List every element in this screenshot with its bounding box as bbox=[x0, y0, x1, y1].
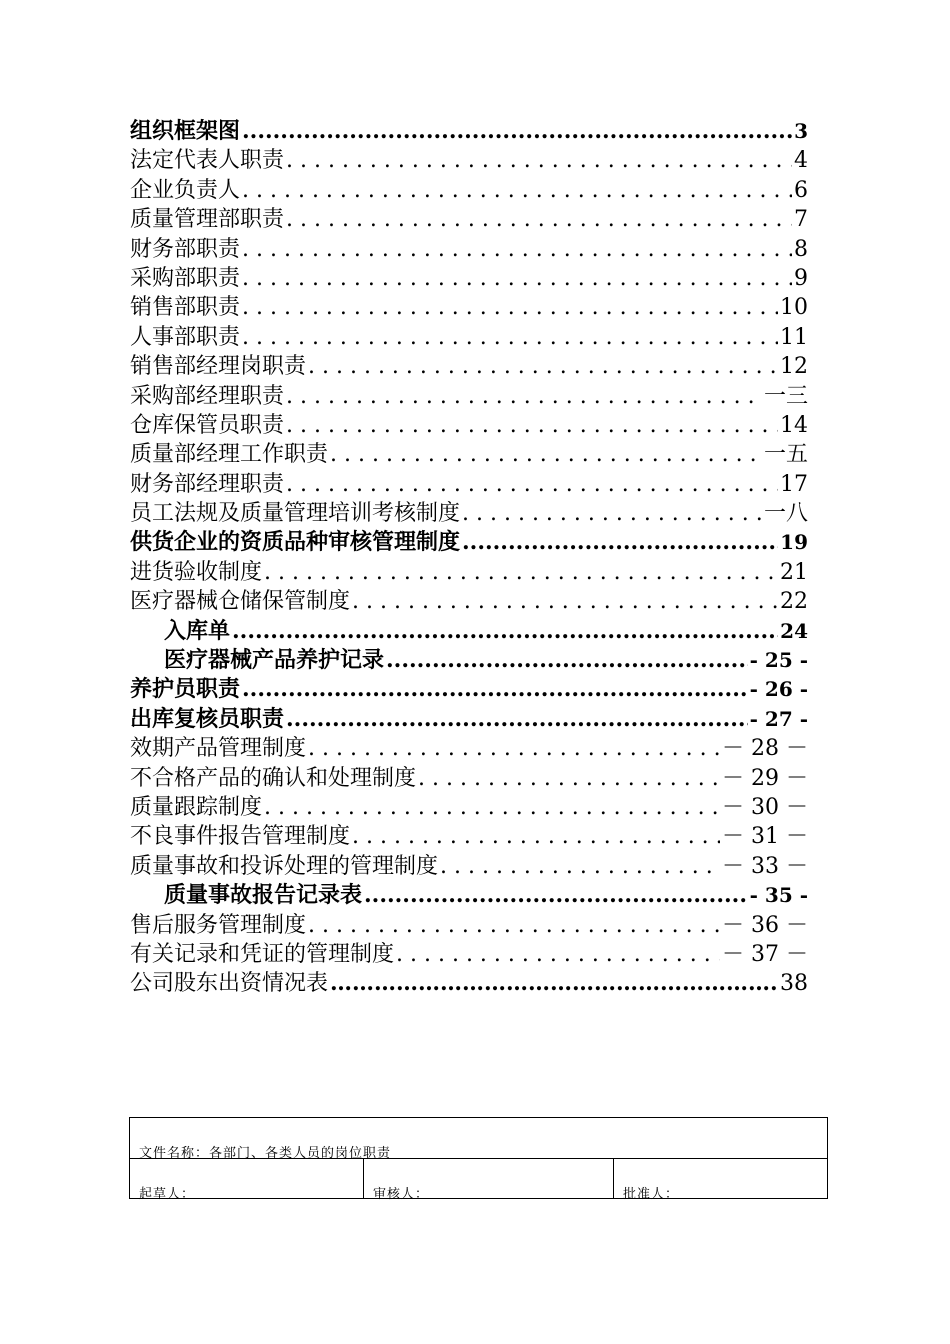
toc-entry-title: 员工法规及质量管理培训考核制度 bbox=[130, 501, 461, 527]
toc-entry-title: 不合格产品的确认和处理制度 bbox=[130, 765, 417, 791]
toc-entry-title: 医疗器械产品养护记录 bbox=[164, 647, 385, 674]
toc-entry-page-number: － 28 － bbox=[722, 736, 808, 762]
toc-dot-leader bbox=[352, 587, 778, 616]
toc-entry-page-number: 一三 bbox=[763, 383, 808, 409]
toc-entry-page-number: 一五 bbox=[763, 442, 808, 468]
toc-entry-page-number: 6 bbox=[794, 177, 808, 203]
toc-entry-page-number: - 25 - bbox=[749, 648, 808, 673]
toc-entry[interactable] bbox=[130, 675, 808, 704]
toc-entry-page-number: 17 bbox=[780, 471, 808, 497]
toc-entry-title: 组织框架图 bbox=[130, 118, 241, 144]
toc-dot-leader bbox=[242, 293, 778, 322]
toc-dot-leader bbox=[286, 411, 778, 440]
file-name-label: 文件名称：各部门、各类人员的岗位职责 bbox=[139, 1146, 392, 1161]
toc-dot-leader bbox=[386, 646, 748, 675]
toc-entry-title: 销售部经理岗职责 bbox=[130, 354, 307, 380]
toc-entry-title: 法定代表人职责 bbox=[130, 148, 285, 174]
toc-entry-title: 供货企业的资质品种审核管理制度 bbox=[130, 529, 461, 556]
toc-entry-title: 财务部职责 bbox=[130, 236, 241, 262]
toc-entry[interactable] bbox=[130, 734, 808, 763]
toc-dot-leader bbox=[242, 176, 792, 205]
toc-entry[interactable] bbox=[130, 558, 808, 587]
toc-entry[interactable] bbox=[130, 146, 808, 175]
toc-entry-title: 质量管理部职责 bbox=[130, 207, 285, 233]
toc-entry-page-number: 12 bbox=[780, 354, 808, 380]
toc-entry-title: 人事部职责 bbox=[130, 324, 241, 350]
toc-dot-leader bbox=[232, 617, 778, 646]
toc-dot-leader bbox=[308, 734, 720, 763]
toc-entry[interactable] bbox=[130, 852, 808, 881]
toc-dot-leader bbox=[330, 440, 762, 469]
toc-entry-page-number: 10 bbox=[780, 295, 808, 321]
toc-entry[interactable] bbox=[130, 764, 808, 793]
toc-dot-leader bbox=[440, 852, 720, 881]
toc-dot-leader bbox=[286, 146, 792, 175]
toc-entry-title: 医疗器械仓储保管制度 bbox=[130, 589, 351, 615]
toc-entry-title: 有关记录和凭证的管理制度 bbox=[130, 941, 395, 967]
toc-entry-title: 出库复核员职责 bbox=[130, 705, 285, 732]
toc-entry-title: 养护员职责 bbox=[130, 676, 241, 703]
toc-entry[interactable] bbox=[130, 352, 808, 381]
toc-dot-leader bbox=[286, 382, 762, 411]
toc-entry-title: 质量跟踪制度 bbox=[130, 794, 263, 820]
toc-entry-title: 企业负责人 bbox=[130, 177, 241, 203]
toc-entry[interactable] bbox=[130, 822, 808, 851]
approver-label: 批准人： bbox=[623, 1187, 680, 1202]
toc-dot-leader bbox=[396, 940, 720, 969]
toc-dot-leader bbox=[242, 235, 792, 264]
document-approval-table bbox=[129, 1117, 828, 1202]
toc-entry[interactable] bbox=[130, 646, 808, 675]
toc-dot-leader bbox=[352, 822, 720, 851]
toc-entry[interactable] bbox=[130, 382, 808, 411]
toc-entry-page-number: － 36 － bbox=[722, 912, 808, 938]
toc-dot-leader bbox=[264, 558, 778, 587]
toc-dot-leader bbox=[308, 911, 720, 940]
approver-cell bbox=[614, 1159, 828, 1202]
reviewer-cell bbox=[364, 1159, 614, 1202]
toc-dot-leader bbox=[286, 205, 792, 234]
toc-entry-title: 采购部经理职责 bbox=[130, 383, 285, 409]
toc-dot-leader bbox=[242, 117, 792, 146]
toc-entry[interactable] bbox=[130, 293, 808, 322]
toc-entry-title: 质量部经理工作职责 bbox=[130, 442, 329, 468]
toc-dot-leader bbox=[308, 352, 778, 381]
toc-entry-title: 财务部经理职责 bbox=[130, 471, 285, 497]
toc-entry-page-number: － 37 － bbox=[722, 941, 808, 967]
toc-entry-page-number: - 27 - bbox=[749, 706, 808, 731]
toc-dot-leader bbox=[242, 675, 748, 704]
toc-entry-page-number: － 29 － bbox=[722, 765, 808, 791]
toc-entry[interactable] bbox=[130, 940, 808, 969]
toc-entry-title: 售后服务管理制度 bbox=[130, 912, 307, 938]
toc-dot-leader bbox=[330, 969, 778, 998]
toc-entry-title: 质量事故报告记录表 bbox=[164, 882, 363, 909]
toc-entry[interactable] bbox=[130, 440, 808, 469]
toc-entry-page-number: 4 bbox=[794, 148, 808, 174]
toc-entry-page-number: 一八 bbox=[763, 501, 808, 527]
drafter-label: 起草人： bbox=[139, 1187, 196, 1202]
toc-entry-title: 入库单 bbox=[164, 617, 231, 644]
toc-entry[interactable] bbox=[130, 235, 808, 264]
toc-entry-title: 仓库保管员职责 bbox=[130, 412, 285, 438]
toc-dot-leader bbox=[418, 764, 720, 793]
toc-dot-leader bbox=[364, 881, 748, 910]
toc-entry[interactable] bbox=[130, 117, 808, 146]
toc-entry[interactable] bbox=[130, 617, 808, 646]
toc-entry[interactable] bbox=[130, 881, 808, 910]
toc-entry[interactable] bbox=[130, 793, 808, 822]
table-of-contents bbox=[130, 117, 808, 999]
toc-entry[interactable] bbox=[130, 323, 808, 352]
toc-entry[interactable] bbox=[130, 911, 808, 940]
toc-entry-page-number: － 30 － bbox=[722, 794, 808, 820]
toc-entry-title: 不良事件报告管理制度 bbox=[130, 824, 351, 850]
toc-entry-page-number: 14 bbox=[780, 412, 808, 438]
toc-dot-leader bbox=[242, 264, 792, 293]
toc-entry-title: 采购部职责 bbox=[130, 265, 241, 291]
toc-dot-leader bbox=[286, 470, 778, 499]
toc-dot-leader bbox=[462, 499, 762, 528]
toc-entry[interactable] bbox=[130, 528, 808, 557]
toc-entry-title: 质量事故和投诉处理的管理制度 bbox=[130, 853, 439, 879]
toc-dot-leader bbox=[264, 793, 720, 822]
drafter-cell bbox=[130, 1159, 364, 1202]
toc-entry[interactable] bbox=[130, 587, 808, 616]
toc-entry-page-number: 21 bbox=[780, 559, 808, 585]
toc-entry-page-number: 11 bbox=[780, 324, 808, 350]
toc-entry-page-number: 19 bbox=[780, 530, 808, 555]
toc-entry-title: 销售部职责 bbox=[130, 295, 241, 321]
toc-entry-title: 进货验收制度 bbox=[130, 559, 263, 585]
toc-entry[interactable] bbox=[130, 969, 808, 998]
toc-entry[interactable] bbox=[130, 176, 808, 205]
toc-entry-page-number: 3 bbox=[794, 119, 808, 143]
toc-entry-page-number: 38 bbox=[780, 971, 808, 997]
toc-entry-page-number: 24 bbox=[780, 618, 808, 643]
toc-entry[interactable] bbox=[130, 411, 808, 440]
toc-dot-leader bbox=[242, 323, 778, 352]
toc-entry[interactable] bbox=[130, 499, 808, 528]
toc-entry-page-number: 8 bbox=[794, 236, 808, 262]
toc-entry[interactable] bbox=[130, 205, 808, 234]
toc-entry-title: 效期产品管理制度 bbox=[130, 736, 307, 762]
toc-entry-page-number: 7 bbox=[794, 207, 808, 233]
toc-entry[interactable] bbox=[130, 264, 808, 293]
toc-entry-page-number: － 33 － bbox=[722, 853, 808, 879]
toc-dot-leader bbox=[462, 528, 778, 557]
signature-row bbox=[130, 1159, 827, 1202]
toc-entry-page-number: 9 bbox=[794, 265, 808, 291]
toc-entry-page-number: 22 bbox=[780, 589, 808, 615]
toc-dot-leader bbox=[286, 705, 748, 734]
toc-entry-title: 公司股东出资情况表 bbox=[130, 971, 329, 997]
toc-entry[interactable] bbox=[130, 470, 808, 499]
toc-entry-page-number: － 31 － bbox=[722, 824, 808, 850]
toc-entry[interactable] bbox=[130, 705, 808, 734]
reviewer-label: 审核人： bbox=[373, 1187, 430, 1202]
file-name-row bbox=[130, 1118, 827, 1159]
toc-entry-page-number: - 26 - bbox=[749, 677, 808, 702]
toc-entry-page-number: - 35 - bbox=[749, 883, 808, 908]
